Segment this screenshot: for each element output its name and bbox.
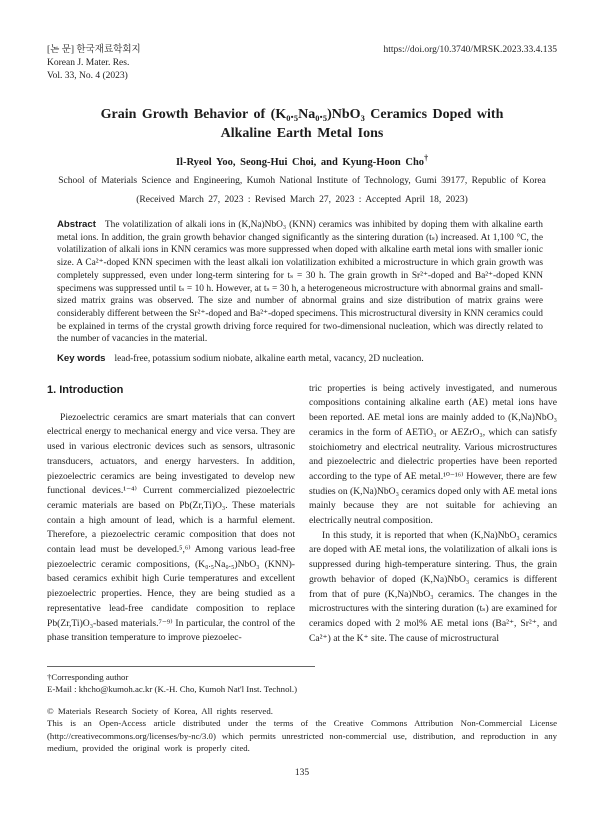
corresponding-author-mark: † (424, 153, 429, 163)
footnote-divider (47, 666, 315, 667)
intro-paragraph-2: In this study, it is reported that when (K,Na)NbO₃ ceramics are doped with AE metal ions, the volatilization of alkali ions is suppressed during high-temperature sintering. Thus, the grain growth behavior of doped (K,Na)NbO₃ ceramics is different from that of pure (K,Na)NbO₃ ceramics. The changes in the microstructures with the sintering duration (tₛ) are examined for ceramics doped with 2 mol% AE metal ions (Ba²⁺, Sr²⁺, and Ca²⁺) at the K⁺ site. The cause of microstructural (309, 529, 557, 644)
affiliation: School of Materials Science and Engineering, Kumoh National Institute of Technology, Gumi 39177, Republic of Korea (58, 176, 546, 186)
intro-paragraph-1-continued: tric properties is being actively investigated, and numerous compositions containing alkaline earth (AE) metal ions have been reported. AE metal ions are mainly added to (K,Na)NbO₃ ceramics in the form of AETiO₃ or AEZrO₃, which can satisfy stoichiometry and electrical neutrality. Various microstructures and piezoelectric and dielectric properties have been reported according to the type of AE metal.¹⁰⁻¹⁶⁾ However, there are few studies on (K,Na)NbO₃ ceramics doped only with AE metal ions mainly because they are not suitable for achieving an electrically neutral composition. (309, 382, 557, 527)
abstract-paragraph (57, 219, 543, 346)
keywords-label: Key words (57, 353, 106, 365)
journal-volume: Vol. 33, No. 4 (2023) (47, 71, 128, 81)
section-heading-introduction: 1. Introduction (47, 383, 124, 396)
page-bottom-block (47, 666, 557, 778)
article-title: Grain Growth Behavior of (K₀.₅Na₀.₅)NbO₃ Ceramics Doped with Alkaline Earth Metal Ions (100, 107, 504, 141)
corresponding-author-footnote (47, 671, 557, 695)
footnote-line-email[interactable]: E-Mail : khcho@kumoh.ac.kr (K.-H. Cho, Kumoh Nat'l Inst. Technol.) (47, 684, 298, 694)
abstract-text: The volatilization of alkali ions in (K,Na)NbO₃ (KNN) ceramics was inhibited by doping them with alkaline earth metal ions. In addition, the grain growth behavior changed significantly as the sintering duration (tₛ) increased. At 1,100 °C, the volatilization of alkali ions in KNN ceramics was more suppressed when doped with alkaline earth metal ions with smaller ionic size. A Ca²⁺-doped KNN specimen with the least alkali ion volatilization exhibited a microstructure in which grain growth was completely suppressed, even under long-term sintering for tₛ = 30 h. The grain growth in Sr²⁺-doped and Ba²⁺-doped KNN specimens was suppressed until tₛ = 10 h. However, at tₛ = 30 h, a heterogeneous microstructure with abnormal grains and small-sized matrix grains was observed. The size and number of abnormal grains and size distribution of matrix grains were considerably different between the Sr²⁺-doped and Ba²⁺-doped specimens. This microstructural diversity in KNN ceramics could be explained in terms of the crystal growth driving force required for two-dimensional nucleation, which was directly related to the number of vacancies in the material. (57, 220, 543, 345)
journal-name-korean: [논 문] 한국재료학회지 (47, 45, 141, 55)
journal-name-english: Korean J. Mater. Res. (47, 58, 130, 68)
received-revised-accepted-dates: (Received March 27, 2023 : Revised March 27, 2023 : Accepted April 18, 2023) (136, 195, 468, 205)
abstract-label: Abstract (57, 219, 96, 230)
right-column (309, 382, 557, 647)
page-number: 135 (294, 767, 310, 778)
license-text: This is an Open-Access article distributed under the terms of the Creative Commons Attribution Non-Commercial License (http://creativecommons.org/licenses/by-nc/3.0) which permits unrestricted non-commercial use, distribution, and reproduction in any medium, provided the original work is properly cited. (47, 718, 557, 754)
author-line (47, 153, 557, 168)
copyright-line: © Materials Research Society of Korea, All rights reserved. (47, 706, 273, 716)
license-footer (47, 705, 557, 755)
left-column (47, 382, 295, 647)
page-header (47, 44, 557, 83)
journal-info (47, 44, 141, 83)
keywords-text: lead-free, potassium sodium niobate, alkaline earth metal, vacancy, 2D nucleation. (114, 354, 424, 365)
keywords-line (57, 353, 543, 366)
author-names: Il-Ryeol Yoo, Seong-Hui Choi, and Kyung-Hoon Cho (175, 157, 425, 168)
doi-link[interactable]: https://doi.org/10.3740/MRSK.2023.33.4.135 (383, 45, 557, 55)
footnote-line-corresponding: †Corresponding author (47, 672, 129, 682)
two-column-body (47, 382, 557, 647)
intro-paragraph-1: Piezoelectric ceramics are smart materials that can convert electrical energy to mechanical energy and vice versa. They are used in various electronic devices such as sensors, ultrasonic transducers, actuators, and energy harvesters. In addition, piezoelectric ceramics are being investigated to develop new functional devices.¹⁻⁴⁾ Current commercialized piezoelectric ceramic materials are based on Pb(Zr,Ti)O₃. These materials contain a high amount of lead, which is a harmful element. Therefore, a piezoelectric ceramic composition that does not contain lead must be developed.⁵,⁶⁾ Among various lead-free piezoelectric ceramic compositions, (K₀.₅Na₀.₅)NbO₃ (KNN)-based ceramics exhibit high Curie temperatures and excellent piezoelectric properties. Hence, they are being studied as a representative lead-free candidate composition to replace Pb(Zr,Ti)O₃-based materials.⁷⁻⁹⁾ In particular, the control of the phase transition temperature to improve piezoelec- (47, 411, 295, 644)
